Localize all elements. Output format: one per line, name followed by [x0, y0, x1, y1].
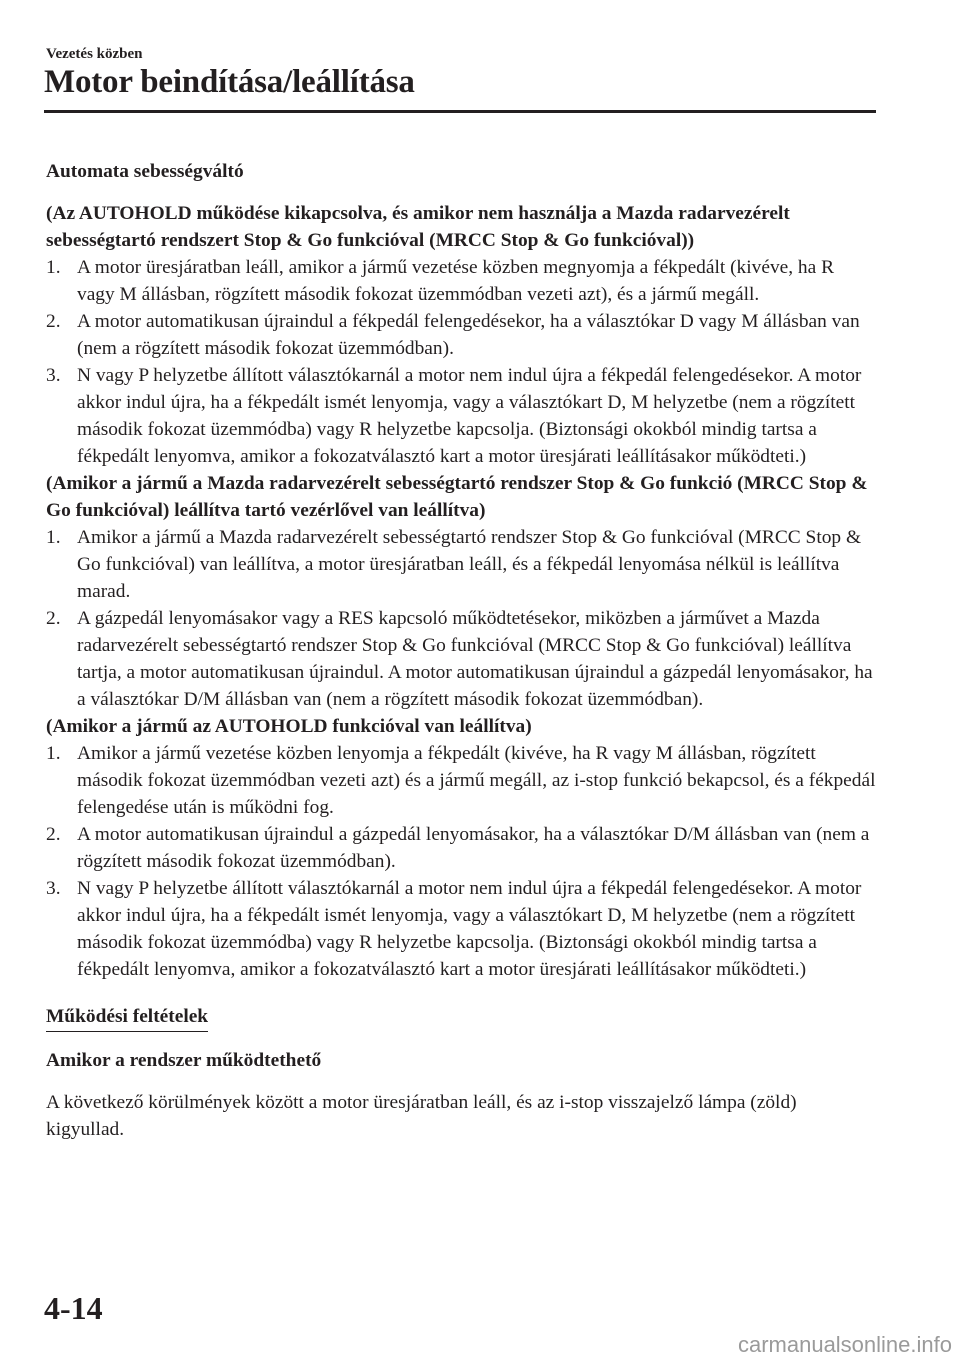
- page-title: Motor beindítása/leállítása: [44, 64, 415, 100]
- list-block-2: [46, 524, 876, 713]
- list-item: 1. A motor üresjáratban leáll, amikor a jármű vezetése közben megnyomja a fékpedált (kivéve, ha R vagy M állásban, rögzített második fokozat üzemmódban vezeti azt), és a jármű megáll.: [46, 257, 835, 305]
- page-number: 4-14: [44, 1290, 103, 1326]
- watermark: carmanualsonline.info: [737, 1332, 952, 1357]
- content: [46, 158, 876, 1143]
- list-block-1: [46, 254, 876, 470]
- list-item: 2. A motor automatikusan újraindul a gázpedál lenyomásakor, ha a választókar D/M állásban van (nem a rögzített második fokozat üzemmódban).: [46, 824, 870, 872]
- condition-heading-1: (Az AUTOHOLD működése kikapcsolva, és amikor nem használja a Mazda radarvezérelt sebességtartó rendszert Stop & Go funkcióval (MRCC Stop & Go funkcióval)): [46, 203, 790, 251]
- section-heading: Automata sebességváltó: [46, 161, 244, 182]
- header-rule: [44, 110, 876, 113]
- condition-heading-2: (Amikor a jármű a Mazda radarvezérelt sebességtartó rendszer Stop & Go funkció (MRCC Stop & Go funkcióval) leállítva tartó vezérlővel van leállítva): [46, 473, 868, 521]
- subsubheading: Amikor a rendszer működtethető: [46, 1050, 322, 1071]
- list-item: 3. N vagy P helyzetbe állított választókarnál a motor nem indul újra a fékpedál felengedésekor. A motor akkor indul újra, ha a fékpedált ismét lenyomja, vagy a választókart D, M helyzetbe (nem a rögzített második fokozat üzemmódba) vagy R helyzetbe kapcsolja. (Biztonsági okokból mindig tartsa a fékpedált lenyomva, amikor a fokozatválasztó kart a motor üresjárati leállításakor működteti.): [46, 365, 862, 467]
- section-label: Vezetés közben: [46, 46, 143, 62]
- list-item: 2. A gázpedál lenyomásakor vagy a RES kapcsoló működtetésekor, miközben a járművet a Mazda radarvezérelt sebességtartó rendszer Stop & Go funkcióval (MRCC Stop & Go funkcióval) leállítva tartja, a motor automatikusan újraindul. A motor automatikusan újraindul a gázpedál lenyomásakor, ha a választókar D/M állásban van (nem a rögzített második fokozat üzemmódban).: [46, 608, 873, 710]
- list-item: 1. Amikor a jármű vezetése közben lenyomja a fékpedált (kivéve, ha R vagy M állásban, rögzített második fokozat üzemmódban vezeti azt) és a jármű megáll, az i-stop funkció bekapcsol, és a fékpedál felengedése után is működni fog.: [46, 743, 876, 818]
- list-item: 2. A motor automatikusan újraindul a fékpedál felengedésekor, ha a választókar D vagy M állásban van (nem a rögzített második fokozat üzemmódban).: [46, 311, 860, 359]
- condition-heading-3: (Amikor a jármű az AUTOHOLD funkcióval van leállítva): [46, 716, 532, 737]
- list-item: 3. N vagy P helyzetbe állított választókarnál a motor nem indul újra a fékpedál felengedésekor. A motor akkor indul újra, ha a fékpedált ismét lenyomja, vagy a választókart D, M helyzetbe (nem a rögzített második fokozat üzemmódba) vagy R helyzetbe kapcsolja. (Biztonsági okokból mindig tartsa a fékpedált lenyomva, amikor a fokozatválasztó kart a motor üresjárati leállításakor működteti.): [46, 878, 862, 980]
- body-paragraph: A következő körülmények között a motor üresjáratban leáll, és az i-stop visszajelző lámpa (zöld) kigyullad.: [46, 1092, 797, 1140]
- list-block-3: [46, 740, 876, 983]
- list-item: 1. Amikor a jármű a Mazda radarvezérelt sebességtartó rendszer Stop & Go funkcióval (MRCC Stop & Go funkcióval) van leállítva, a motor üresjáratban leáll, és a fékpedál lenyomása nélkül is leállítva marad.: [46, 527, 862, 602]
- subheading-wrap: [46, 1003, 876, 1032]
- subheading: Működési feltételek: [46, 1003, 208, 1032]
